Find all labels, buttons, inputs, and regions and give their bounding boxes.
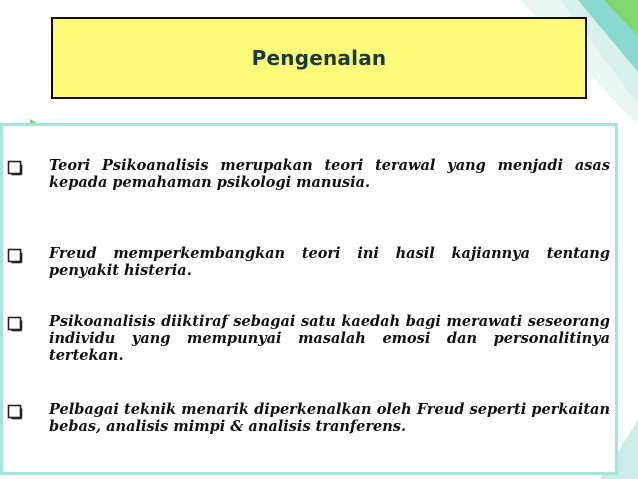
- bullet-item: [7, 246, 610, 280]
- bullet-item: [7, 402, 610, 436]
- bullet-text: Teori Psikoanalisis merupakan teori terawal yang menjadi asas kepada pemahaman psikologi manusia.: [49, 157, 610, 191]
- hollow-square-bullet-icon: [7, 248, 23, 264]
- title-box: [51, 17, 587, 99]
- bullet-text: Psikoanalisis diiktiraf sebagai satu kaedah bagi merawati seseorang individu yang mempunyai masalah emosi dan personalitinya tertekan.: [49, 313, 610, 364]
- corner-panel-teal: [578, 0, 638, 72]
- hollow-square-bullet-icon: [7, 316, 23, 332]
- bullet-item: [7, 158, 610, 192]
- corner-panel-green: [604, 0, 638, 36]
- slide-title: Pengenalan: [251, 46, 387, 70]
- hollow-square-bullet-icon: [7, 160, 23, 176]
- hollow-square-bullet-icon: [7, 404, 23, 420]
- content-box: [0, 123, 618, 475]
- bullet-item: [7, 314, 610, 364]
- bullet-text: Freud memperkembangkan teori ini hasil kajiannya tentang penyakit histeria.: [49, 245, 610, 279]
- bullet-text: Pelbagai teknik menarik diperkenalkan oleh Freud seperti perkaitan bebas, analisis mimpi & analisis tranferens.: [49, 401, 610, 435]
